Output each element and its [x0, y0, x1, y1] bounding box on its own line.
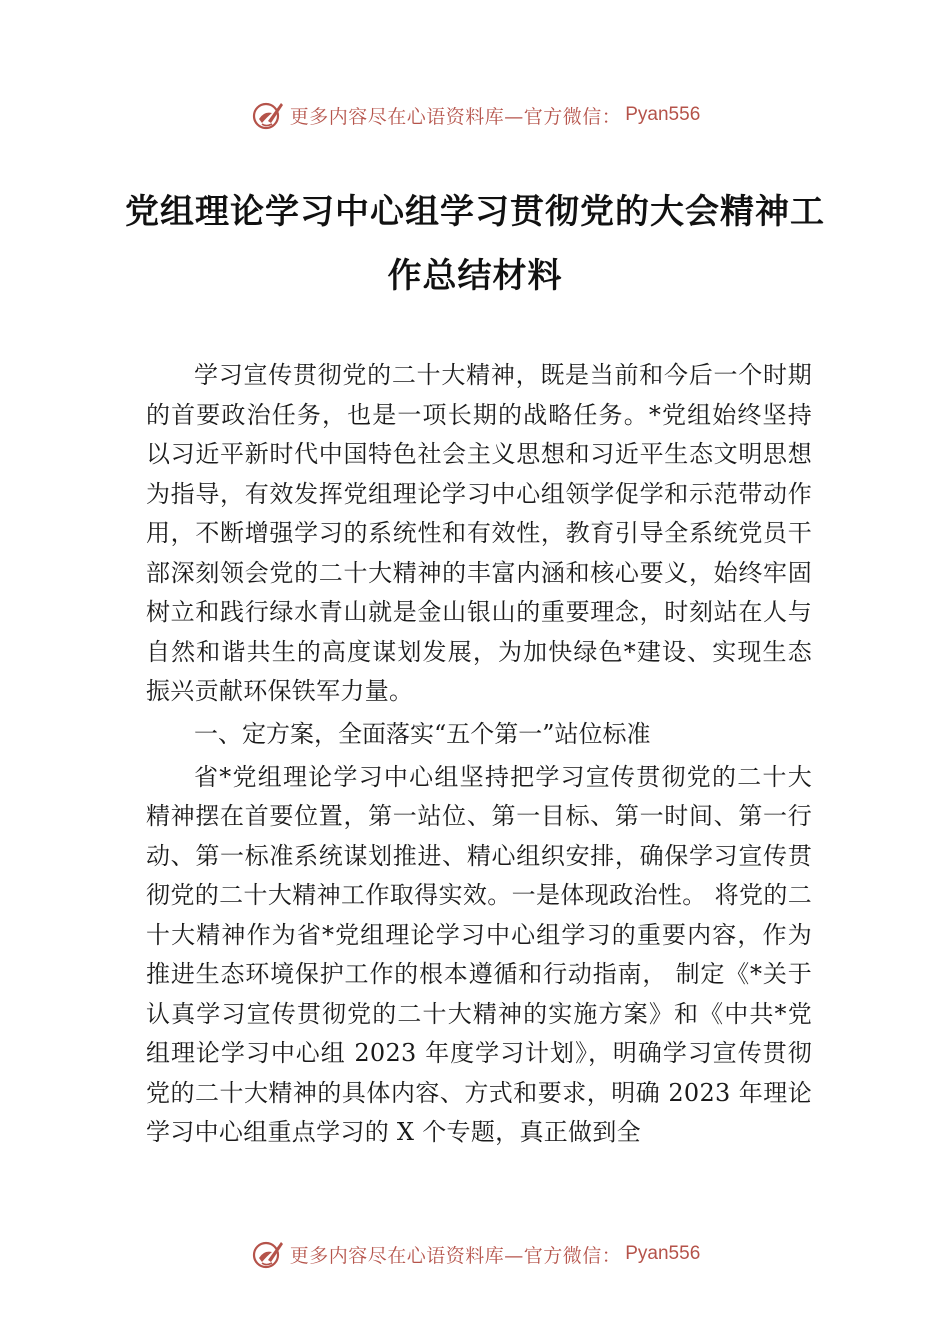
document-body	[146, 356, 812, 1153]
section-heading: 一、定方案，全面落实“五个第一”站位标准	[194, 719, 651, 748]
document-title: 党组理论学习中心组学习贯彻党的大会精神工作总结材料	[125, 192, 825, 296]
section-paragraph: 省*党组理论学习中心组坚持把学习宣传贯彻党的二十大精神摆在首要位置，第一站位、第一目标、第一时间、第一行动、第一标准系统谋划推进、精心组织安排，确保学习宣传贯彻党的二十大精神工作取得实效。一是体现政治性。 将党的二十大精神作为省*党组理论学习中心组学习的重要内容，作为推进生态环境保护工作的根本遵循和行动指南， 制定《*关于认真学习宣传贯彻党的二十大精神的实施方案》和《中共*党组理论学习中心组 2023 年度学习计划》，明确学习宣传贯彻党的二十大精神的具体内容、方式和要求，明确 2023 年理论学习中心组重点学习的 X 个专题，真正做到全	[146, 762, 812, 1146]
pen-logo-icon	[250, 97, 286, 133]
banner-wechat-id: Pyan556	[625, 1243, 701, 1264]
header-banner	[0, 95, 950, 135]
intro-paragraph: 学习宣传贯彻党的二十大精神，既是当前和今后一个时期的首要政治任务，也是一项长期的战略任务。*党组始终坚持以习近平新时代中国特色社会主义思想和习近平生态文明思想为指导，有效发挥党组理论学习中心组领学促学和示范带动作用，不断增强学习的系统性和有效性，教育引导全系统党员干部深刻领会党的二十大精神的丰富内涵和核心要义，始终牢固树立和践行绿水青山就是金山银山的重要理念，时刻站在人与自然和谐共生的高度谋划发展，为加快绿色*建设、实现生态振兴贡献环保铁军力量。	[146, 361, 812, 705]
pen-logo-icon	[250, 1236, 286, 1272]
banner-text: 更多内容尽在心语资料库—官方微信：	[289, 1244, 622, 1267]
banner-wechat-id: Pyan556	[625, 104, 701, 125]
footer-banner	[0, 1234, 950, 1274]
banner-text: 更多内容尽在心语资料库—官方微信：	[289, 105, 622, 128]
